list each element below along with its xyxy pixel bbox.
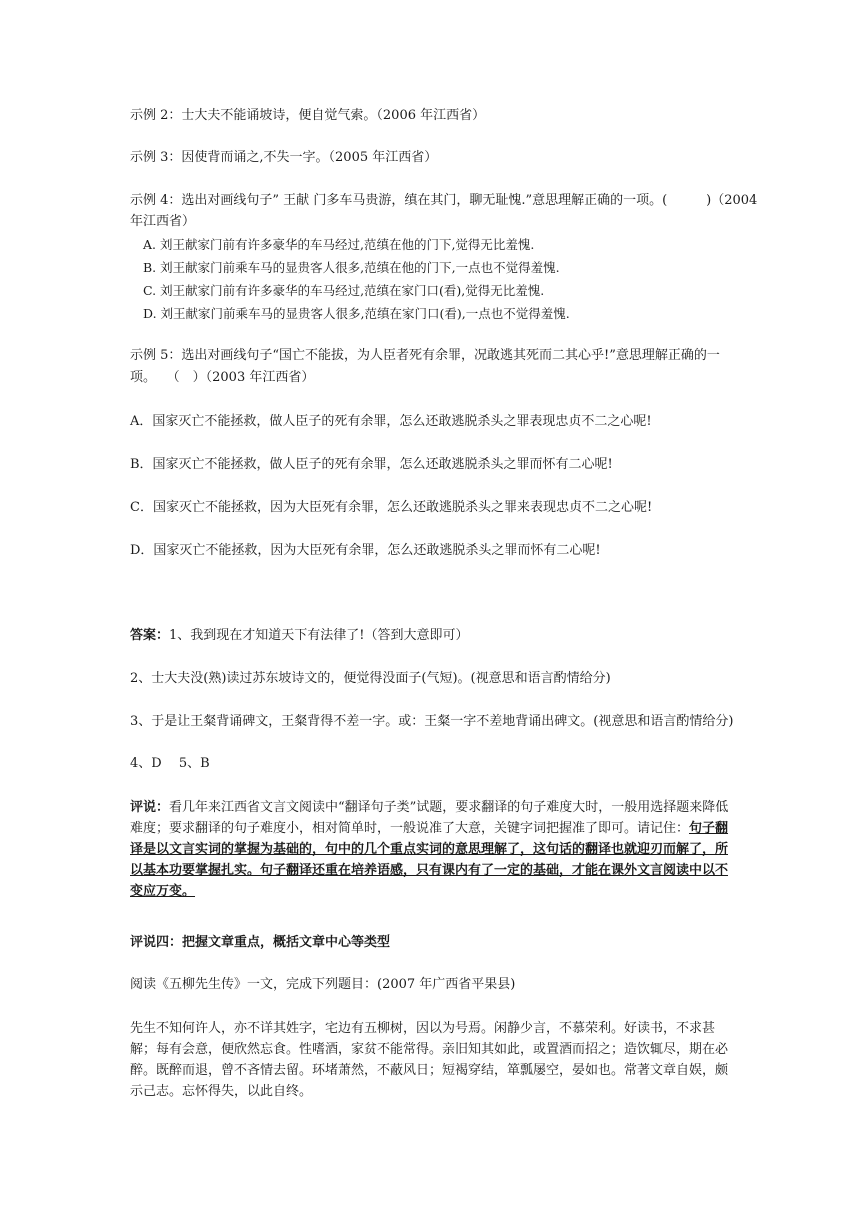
example-5-option-d: D．国家灭亡不能拯救，因为大臣死有余罪，怎么还敢逃脱杀头之罪而怀有二心呢!	[130, 543, 601, 558]
example-5-option-b: B．国家灭亡不能拯救，做人臣子的死有余罪，怎么还敢逃脱杀头之罪而怀有二心呢!	[130, 457, 613, 472]
example-5-question-cont: 项。 （ ）（2003 年江西省）	[130, 370, 315, 385]
comment-paragraph	[130, 797, 735, 902]
answer-1	[130, 626, 469, 646]
example-4-option-c: C. 刘王献家门前有许多豪华的车马经过,范缜在家门口(看),觉得无比羞愧.	[143, 283, 545, 298]
section-4-heading: 评说四：把握文章重点，概括文章中心等类型	[130, 935, 391, 950]
example-3: 示例 3：因使背而诵之,不失一字。（2005 年江西省）	[130, 150, 438, 165]
comment-emphasis: 句子翻译是以文言实词的掌握为基础的，句中的几个重点实词的意思理解了，这句话的翻译也就迎刃而解了，所以基本功要掌握扎实。句子翻译还重在培养语感，只有课内有了一定的基础，才能在课外文言阅读中以不变应万变。	[130, 821, 729, 899]
answer-4-5: 4、D 5、B	[130, 756, 210, 771]
answer-label: 答案：	[130, 628, 170, 643]
example-4-question-cont: 年江西省）	[130, 214, 196, 229]
reading-passage: 先生不知何许人，亦不详其姓字，宅边有五柳树，因以为号焉。闲静少言，不慕荣利。好读书，不求甚解；每有会意，便欣然忘食。性嗜酒，家贫不能常得。亲旧知其如此，或置酒而招之；造饮辄尽，期在必醉。既醉而退，曾不吝情去留。环堵萧然，不蔽风日；短褐穿结，箪瓢屡空，晏如也。常著文章自娱，颇示己志。忘怀得失，以此自终。	[130, 1021, 729, 1099]
example-4-option-a: A. 刘王献家门前有许多豪华的车马经过,范缜在他的门下,觉得无比羞愧.	[143, 237, 535, 252]
reading-intro: 阅读《五柳先生传》一文，完成下列题目：(2007 年广西省平果县)	[130, 977, 516, 992]
example-2: 示例 2：士大夫不能诵坡诗，便自觉气索。（2006 年江西省）	[130, 108, 486, 123]
example-4-option-b: B. 刘王献家门前乘车马的显贵客人很多,范缜在他的门下,一点也不觉得羞愧.	[143, 260, 560, 275]
answer-1-text: 1、我到现在才知道天下有法律了!（答到大意即可）	[169, 628, 469, 643]
example-5-option-c: C．国家灭亡不能拯救，因为大臣死有余罪，怎么还敢逃脱杀头之罪来表现忠贞不二之心呢!	[130, 500, 653, 515]
example-4-option-d: D. 刘王献家门前乘车马的显贵客人很多,范缜在家门口(看),一点也不觉得羞愧.	[143, 306, 570, 321]
example-4-question: 示例 4：选出对画线句子” 王献 门多车马贵游，缜在其门，聊无耻愧.”意思理解正确的一项。( )（2004	[130, 193, 758, 208]
example-5-question: 示例 5：选出对画线句子“国亡不能拔，为人臣者死有余罪，况敢逃其死而二其心乎!”意思理解正确的一	[130, 348, 720, 363]
example-5-option-a: A．国家灭亡不能拯救，做人臣子的死有余罪，怎么还敢逃脱杀头之罪表现忠贞不二之心呢!	[130, 414, 652, 429]
answer-2: 2、士大夫没(熟)读过苏东坡诗文的，便觉得没面子(气短)。(视意思和语言酌情给分)	[130, 671, 611, 686]
comment-text: 看几年来江西省文言文阅读中“翻译句子类”试题，要求翻译的句子难度大时，一般用选择题来降低难度；要求翻译的句子难度小，相对简单时，一般说准了大意，关键字词把握准了即可。请记住：	[130, 800, 729, 836]
answer-3: 3、于是让王粲背诵碑文，王粲背得不差一字。或：王粲一字不差地背诵出碑文。(视意思和语言酌情给分)	[130, 714, 734, 729]
comment-label: 评说：	[130, 800, 170, 815]
